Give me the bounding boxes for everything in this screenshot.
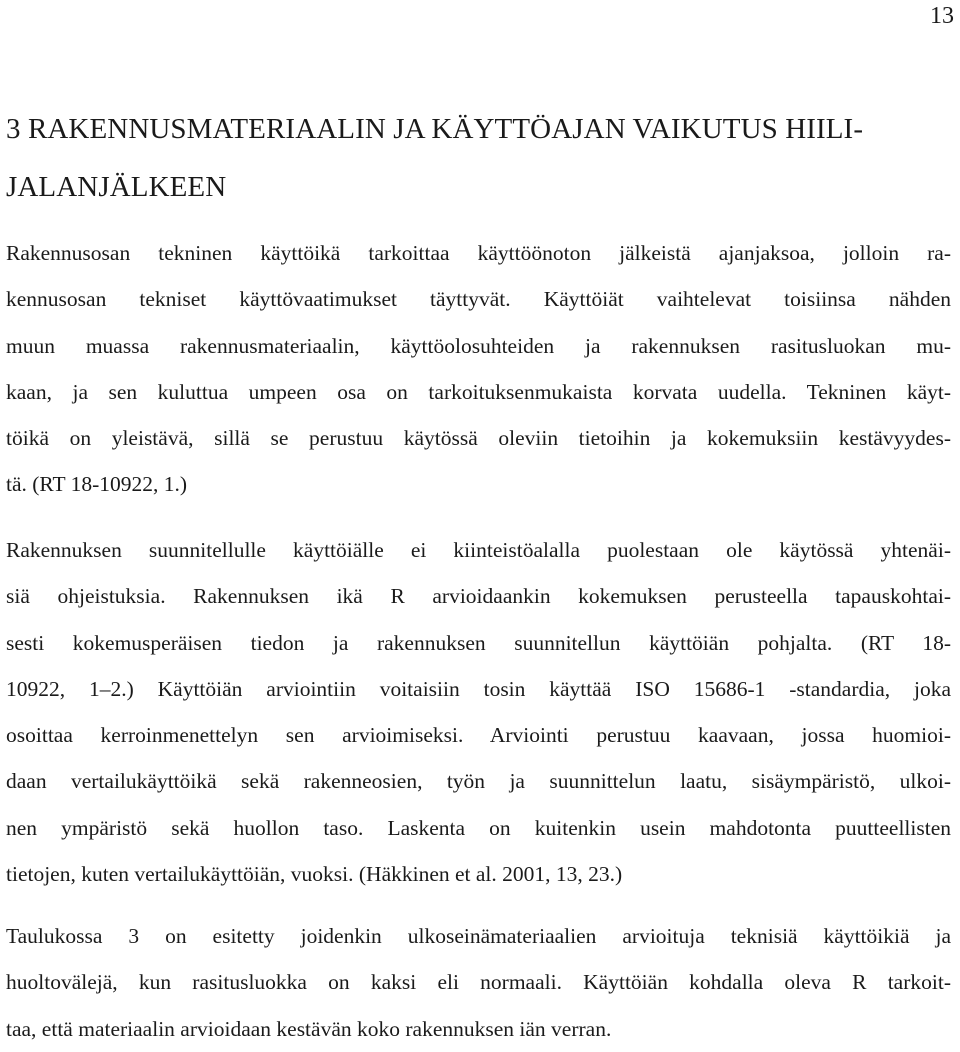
paragraph-line: kennusosan tekniset käyttövaatimukset täyttyvät. Käyttöiät vaihtelevat toisiinsa nähden bbox=[6, 287, 951, 312]
paragraph-line: nen ympäristö sekä huollon taso. Laskenta on kuitenkin usein mahdotonta puutteellisten bbox=[6, 815, 951, 840]
page-number: 13 bbox=[930, 3, 954, 29]
paragraph-line: Rakennusosan tekninen käyttöikä tarkoittaa käyttöönoton jälkeistä ajanjaksoa, jolloin ra- bbox=[6, 241, 951, 265]
paragraph-design-life bbox=[6, 527, 951, 897]
paragraph-line: daan vertailukäyttöikä sekä rakenneosien, työn ja suunnittelun laatu, sisäympäristö, ulkoi- bbox=[6, 769, 951, 794]
paragraph-line: muun muassa rakennusmateriaalin, käyttöolosuhteiden ja rakennuksen rasitusluokan mu- bbox=[6, 333, 951, 358]
section-heading-line: 3 RAKENNUSMATERIAALIN JA KÄYTTÖAJAN VAIKUTUS HIILI- bbox=[6, 113, 864, 145]
paragraph-line: huoltovälejä, kun rasitusluokka on kaksi eli normaali. Käyttöiän kohdalla oleva R tarkoit- bbox=[6, 970, 951, 995]
paragraph-line: Taulukossa 3 on esitetty joidenkin ulkoseinämateriaalien arvioituja teknisiä käyttöikiä ja bbox=[6, 924, 951, 948]
paragraph-line: 10922, 1–2.) Käyttöiän arviointiin voitaisiin tosin käyttää ISO 15686-1 -standardia, joka bbox=[6, 676, 951, 701]
paragraph-line: kaan, ja sen kuluttua umpeen osa on tarkoituksenmukaista korvata uudella. Tekninen käyt- bbox=[6, 379, 951, 404]
paragraph-line: tietojen, kuten vertailukäyttöiän, vuoksi. (Häkkinen et al. 2001, 13, 23.) bbox=[6, 862, 623, 887]
paragraph-line: Rakennuksen suunnitellulle käyttöiälle ei kiinteistöalalla puolestaan ole käytössä yhtenäi- bbox=[6, 538, 951, 562]
paragraph-line: tä. (RT 18-10922, 1.) bbox=[6, 472, 188, 497]
paragraph-line: sesti kokemusperäisen tiedon ja rakennuksen suunnitellun käyttöiän pohjalta. (RT 18- bbox=[6, 630, 951, 655]
paragraph-line: osoittaa kerroinmenettelyn sen arvioimiseksi. Arviointi perustuu kaavaan, jossa huomioi- bbox=[6, 723, 951, 748]
paragraph-table-reference bbox=[6, 913, 951, 1052]
paragraph-line: taa, että materiaalin arvioidaan kestävän koko rakennuksen iän verran. bbox=[6, 1016, 612, 1041]
section-heading-line: JALANJÄLKEEN bbox=[6, 171, 227, 203]
paragraph-service-life bbox=[6, 230, 951, 508]
paragraph-line: siä ohjeistuksia. Rakennuksen ikä R arvioidaankin kokemuksen perusteella tapauskohtai- bbox=[6, 584, 951, 609]
paragraph-line: töikä on yleistävä, sillä se perustuu käytössä oleviin tietoihin ja kokemuksiin kestävyydes- bbox=[6, 426, 951, 451]
section-heading bbox=[6, 100, 951, 216]
